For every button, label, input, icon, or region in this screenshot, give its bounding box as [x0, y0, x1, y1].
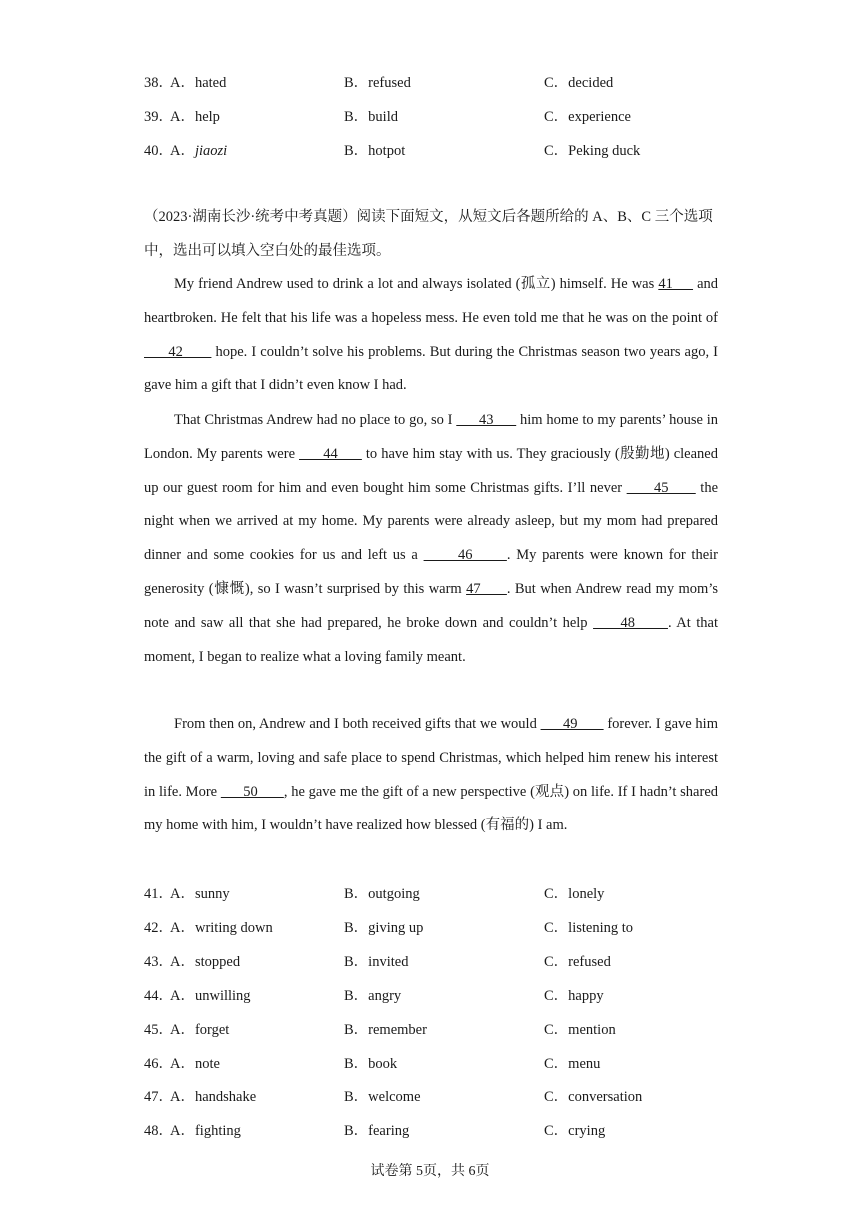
option-a: A．stopped [170, 954, 241, 970]
blank-50: 50 [220, 783, 284, 800]
option-c: C．experience [544, 109, 631, 125]
question-options-46 [144, 1053, 724, 1075]
option-a: A．unwilling [170, 988, 251, 1004]
blank-41: 41 [658, 276, 694, 292]
passage-text: . But when Andrew read my mom’s note and saw all that she had prepared, he broke down and couldn’t help [144, 580, 718, 631]
passage-text: , he gave me the gift of a new perspective (观点) on life. If I hadn’t shared my home with him, I wouldn’t have realized how blessed (有福的) I am. [144, 783, 719, 834]
question-options-48 [144, 1120, 724, 1142]
blank-49: 49 [540, 716, 604, 732]
question-number: 39． [144, 109, 173, 125]
question-number: 48． [144, 1123, 173, 1139]
option-b: B．build [344, 109, 398, 125]
question-options-39 [144, 106, 724, 128]
option-b: B．book [344, 1056, 398, 1072]
option-c: C．decided [544, 75, 614, 91]
question-options-47 [144, 1086, 724, 1108]
question-number: 45． [144, 1022, 173, 1038]
option-c: C．refused [544, 954, 611, 970]
passage-paragraph-1 [144, 268, 718, 403]
option-c: C．happy [544, 988, 604, 1004]
option-a [170, 140, 227, 162]
option-b: B．welcome [344, 1089, 421, 1105]
option-b: B．invited [344, 954, 409, 970]
option-a: A．handshake [170, 1089, 257, 1105]
option-b: B．outgoing [344, 886, 420, 902]
option-b: B．refused [344, 75, 411, 91]
passage-text: to have him stay with us. They graciously (殷勤地) cleaned up our guest room for him and even bought him some Christmas gifts. I’ll never [144, 445, 718, 496]
passage-text: That Christmas Andrew had no place to go, so I [174, 412, 457, 428]
question-options-42 [144, 917, 724, 939]
option-c: C．menu [544, 1056, 601, 1072]
question-options-38 [144, 72, 724, 94]
page-footer: 试卷第 5页，共 6页 [370, 1164, 490, 1179]
passage-text: . At that moment, I began to realize what a loving family meant. [144, 614, 719, 665]
passage-paragraph-3 [144, 708, 718, 843]
question-options-40 [144, 140, 724, 162]
option-c: C．conversation [544, 1089, 643, 1105]
passage-text: the night when we arrived at my home. My parents were already asleep, but my mom had prepared dinner and some cookies for us and left us a [144, 479, 719, 564]
blank-48: 48 [593, 614, 668, 631]
blank-42: 42 [144, 343, 212, 360]
question-number: 44． [144, 988, 173, 1004]
passage-text: My friend Andrew used to drink a lot and always isolated (孤立) himself. He was [174, 276, 659, 292]
question-number: 42． [144, 920, 173, 936]
option-a: A．writing down [170, 920, 273, 936]
option-a: A．fighting [170, 1123, 241, 1139]
option-a: A．hated [170, 75, 227, 91]
blank-44: 44 [299, 445, 362, 462]
passage-paragraph-2 [144, 404, 718, 674]
question-options-45 [144, 1019, 724, 1041]
question-number: 40． [144, 143, 173, 159]
question-number: 41． [144, 886, 173, 902]
option-b: B．giving up [344, 920, 424, 936]
passage-text: . My parents were known for their generosity (慷慨), so I wasn’t surprised by this warm [144, 547, 719, 597]
option-b: B．hotpot [344, 143, 406, 159]
question-options-43 [144, 951, 724, 973]
option-c: C．Peking duck [544, 143, 641, 159]
question-options-44 [144, 985, 724, 1007]
question-options-41 [144, 883, 724, 905]
option-a: A．forget [170, 1022, 230, 1038]
blank-47: 47 [466, 580, 507, 597]
blank-46: 46 [423, 547, 507, 564]
question-number: 43． [144, 954, 173, 970]
option-c: C．crying [544, 1123, 606, 1139]
passage-text: and heartbroken. He felt that his life was a hopeless mess. He even told me that he was on the point of [144, 276, 719, 326]
option-b: B．angry [344, 988, 402, 1004]
option-a: A．help [170, 109, 220, 125]
option-a-prefix: A． [170, 143, 195, 159]
option-a-italic-text: jiaozi [194, 143, 228, 159]
question-number: 38． [144, 75, 173, 91]
passage-text: forever. I gave him the gift of a warm, loving and safe place to spend Christmas, which helped him renew his interest in life. More [144, 716, 718, 800]
passage-text: From then on, Andrew and I both received gifts that we would [174, 716, 541, 732]
passage-text: him home to my parents’ house in London. My parents were [144, 412, 719, 462]
question-number: 46． [144, 1056, 173, 1072]
option-c: C．listening to [544, 920, 634, 936]
option-b: B．remember [344, 1022, 427, 1038]
option-c: C．lonely [544, 886, 605, 902]
question-number: 47． [144, 1089, 173, 1105]
option-b: B．fearing [344, 1123, 410, 1139]
option-a: A．note [170, 1056, 220, 1072]
section-heading: （2023·湖南长沙·统考中考真题）阅读下面短文，从短文后各题所给的 A、B、C 三个选项中，选出可以填入空白处的最佳选项。 [144, 209, 713, 259]
option-c: C．mention [544, 1022, 616, 1038]
passage-text: hope. I couldn’t solve his problems. But during the Christmas season two years ago, I gave him a gift that I didn’t even know I had. [144, 343, 719, 394]
option-a: A．sunny [170, 886, 230, 902]
blank-45: 45 [626, 479, 696, 496]
blank-43: 43 [456, 412, 517, 428]
